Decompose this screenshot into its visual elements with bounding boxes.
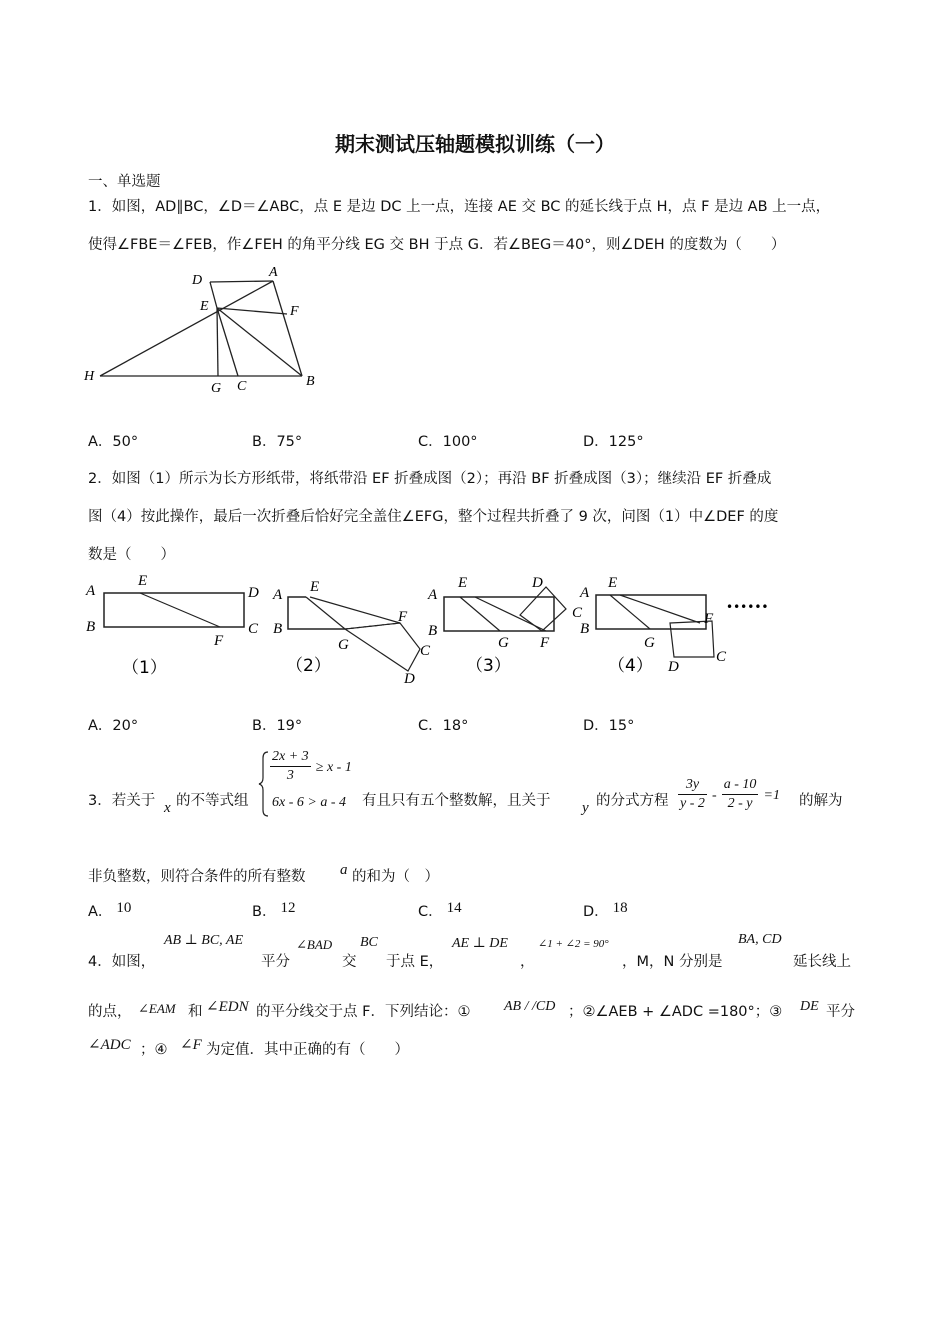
q2-f3-label-E: E — [458, 575, 468, 591]
q4-text-p7: 延长线上 — [793, 954, 851, 970]
q2-continuation-dots: •••••• — [726, 600, 769, 614]
q3-inequality-2: 6x - 6 > a - 4 — [272, 795, 346, 810]
q2-caption-1: （1） — [122, 658, 167, 678]
q2-f1-label-B: B — [86, 619, 96, 635]
q4-math-1: AB ⊥ BC, AE — [164, 933, 244, 948]
q4-line2-a: 的点， — [88, 1004, 132, 1020]
q2-f1-label-C: C — [248, 621, 259, 637]
q3-system-brace — [258, 750, 270, 818]
q3-var-y: y — [582, 800, 589, 816]
q2-f2-label-C: C — [420, 643, 431, 659]
q3-ineq1-denominator: 3 — [286, 768, 294, 783]
q2-option-a: A．20° — [88, 718, 139, 734]
q4-line2-b: 和 — [188, 1004, 203, 1020]
q4-line2-math-1: ∠EAM — [138, 1001, 176, 1016]
q4-text-p5: ， — [520, 954, 535, 970]
q3-option-c-label: C． — [418, 904, 443, 920]
q1-label-H: H — [84, 369, 95, 384]
q3-equation — [678, 776, 780, 813]
q3-option-d-label: D． — [583, 904, 609, 920]
q3-eq-frac2-denominator: 2 - y — [727, 796, 753, 811]
q2-caption-4: （4） — [608, 656, 653, 676]
q4-math-4: AE ⊥ DE — [452, 936, 508, 951]
q2-text-line3: 数是（ ） — [88, 547, 175, 563]
q2-f1-label-E: E — [138, 573, 148, 589]
q2-caption-3: （3） — [466, 656, 511, 676]
q4-line2-math-3: AB / /CD — [504, 999, 556, 1014]
q2-f3-label-D: D — [532, 575, 543, 591]
q2-f4-label-B: B — [580, 621, 590, 637]
q1-label-C: C — [237, 379, 247, 394]
q3-var-a: a — [340, 862, 348, 878]
q3-inequality-1 — [270, 748, 352, 785]
q3-line2a: 非负整数，则符合条件的所有整数 — [88, 869, 306, 885]
q2-f1-label-D: D — [248, 585, 259, 601]
q2-option-b: B．19° — [252, 718, 303, 734]
section-heading: 一、单选题 — [88, 174, 161, 190]
q3-option-b-label: B． — [252, 904, 277, 920]
q2-f2-label-B: B — [273, 621, 283, 637]
q2-f4-label-D: D — [668, 659, 679, 675]
q4-line2-e: 平分 — [826, 1004, 855, 1020]
q1-label-G: G — [211, 381, 222, 396]
q3-option-a — [88, 900, 131, 921]
q1-option-d: D．125° — [583, 434, 644, 450]
q1-label-E: E — [200, 299, 209, 314]
q2-text-line2: 图（4）按此操作，最后一次折叠后恰好完全盖住∠EFG，整个过程共折叠了 9 次，问图（1）中∠DEF 的度 — [88, 509, 779, 525]
q4-line3-math-2: ∠F — [180, 1037, 202, 1053]
q3-mid3: 的分式方程 — [596, 793, 669, 809]
q4-text-p6: ，M，N 分别是 — [622, 954, 723, 970]
q3-option-a-label: A． — [88, 904, 113, 920]
q4-math-6: BA, CD — [738, 932, 782, 947]
q2-f4-label-A: A — [580, 585, 590, 601]
q3-option-b-value: 12 — [280, 900, 296, 916]
q4-line3-a: ；④ — [140, 1042, 168, 1058]
q2-option-d: D．15° — [583, 718, 635, 734]
q2-f4-label-C: C — [716, 649, 727, 665]
q4-line3-math-1: ∠ADC — [88, 1037, 131, 1053]
q3-option-c-value: 14 — [446, 900, 462, 916]
q3-suffix: 的解为 — [799, 793, 843, 809]
q1-label-D: D — [192, 273, 203, 288]
q3-var-x: x — [164, 800, 171, 816]
q2-f3-label-A: A — [428, 587, 438, 603]
q3-option-a-value: 10 — [116, 900, 132, 916]
q2-caption-2: （2） — [286, 656, 331, 676]
q3-eq-rest: =1 — [763, 788, 780, 803]
q1-label-B: B — [306, 374, 315, 389]
q4-line3-b: 为定值．其中正确的有（ ） — [206, 1042, 409, 1058]
page-title: 期末测试压轴题模拟训练（一） — [335, 132, 615, 156]
q4-math-5: ∠1 + ∠2 = 90° — [538, 938, 609, 950]
q1-text-line2: 使得∠FBE＝∠FEB，作∠FEH 的角平分线 EG 交 BH 于点 G．若∠BEG＝40°，则∠DEH 的度数为（ ） — [88, 237, 786, 253]
q4-line2-math-2: ∠EDN — [206, 999, 249, 1015]
q4-text-p4: 于点 E， — [386, 954, 444, 970]
q1-label-A: A — [269, 265, 278, 280]
q2-figure — [80, 565, 780, 690]
q3-option-d-value: 18 — [612, 900, 628, 916]
q4-math-3: BC — [360, 935, 378, 950]
q2-f2-label-D: D — [404, 671, 415, 687]
q1-option-c: C．100° — [418, 434, 478, 450]
q2-f3-label-C: C — [572, 605, 583, 621]
q1-label-F: F — [290, 304, 299, 319]
q3-eq-frac1-numerator: 3y — [678, 776, 707, 795]
q1-figure — [80, 262, 340, 397]
q2-f2-label-F: F — [398, 609, 408, 625]
q2-f4-label-E: E — [608, 575, 618, 591]
q3-line2b: 的和为（ ） — [352, 869, 439, 885]
q2-text-line1: 2．如图（1）所示为长方形纸带，将纸带沿 EF 折叠成图（2）；再沿 BF 折叠成图（3）；继续沿 EF 折叠成 — [88, 471, 772, 487]
q4-line2-c: 的平分线交于点 F．下列结论：① — [256, 1004, 471, 1020]
q3-ineq1-rest: ≥ x - 1 — [315, 760, 352, 775]
q4-line2-math-4: DE — [800, 999, 819, 1014]
q3-eq-minus: - — [711, 788, 717, 803]
q2-f2-label-A: A — [273, 587, 283, 603]
q4-line2-d: ；②∠AEB + ∠ADC =180°；③ — [568, 1004, 783, 1020]
q2-f3-label-G: G — [498, 635, 509, 651]
q2-f2-label-E: E — [310, 579, 320, 595]
q4-text-p2: 平分 — [261, 954, 290, 970]
q2-f3-label-B: B — [428, 623, 438, 639]
q3-option-d — [583, 900, 628, 921]
q3-eq-frac1-denominator: y - 2 — [680, 796, 705, 811]
q3-mid1: 的不等式组 — [176, 793, 249, 809]
q2-f4-label-F: F — [704, 611, 714, 627]
q3-mid2: 有且只有五个整数解，且关于 — [362, 793, 551, 809]
q3-eq-frac2-numerator: a - 10 — [722, 776, 759, 795]
q4-text-p3: 交 — [342, 954, 357, 970]
q1-text-line1: 1．如图，AD∥BC，∠D＝∠ABC，点 E 是边 DC 上一点，连接 AE 交 BC 的延长线于点 H，点 F 是边 AB 上一点， — [88, 199, 831, 215]
q2-option-c: C．18° — [418, 718, 469, 734]
q4-math-2: ∠BAD — [296, 937, 333, 952]
q4-text-p1: 4．如图， — [88, 954, 156, 970]
q2-f1-label-F: F — [214, 633, 224, 649]
q3-ineq1-numerator: 2x + 3 — [270, 748, 311, 767]
q3-option-c — [418, 900, 462, 921]
q2-f2-label-G: G — [338, 637, 349, 653]
q1-option-a: A．50° — [88, 434, 139, 450]
q1-option-b: B．75° — [252, 434, 303, 450]
q3-option-b — [252, 900, 295, 921]
q2-f4-label-G: G — [644, 635, 655, 651]
q2-f3-label-F: F — [540, 635, 550, 651]
q3-prefix: 3．若关于 — [88, 793, 156, 809]
q2-f1-label-A: A — [86, 583, 96, 599]
